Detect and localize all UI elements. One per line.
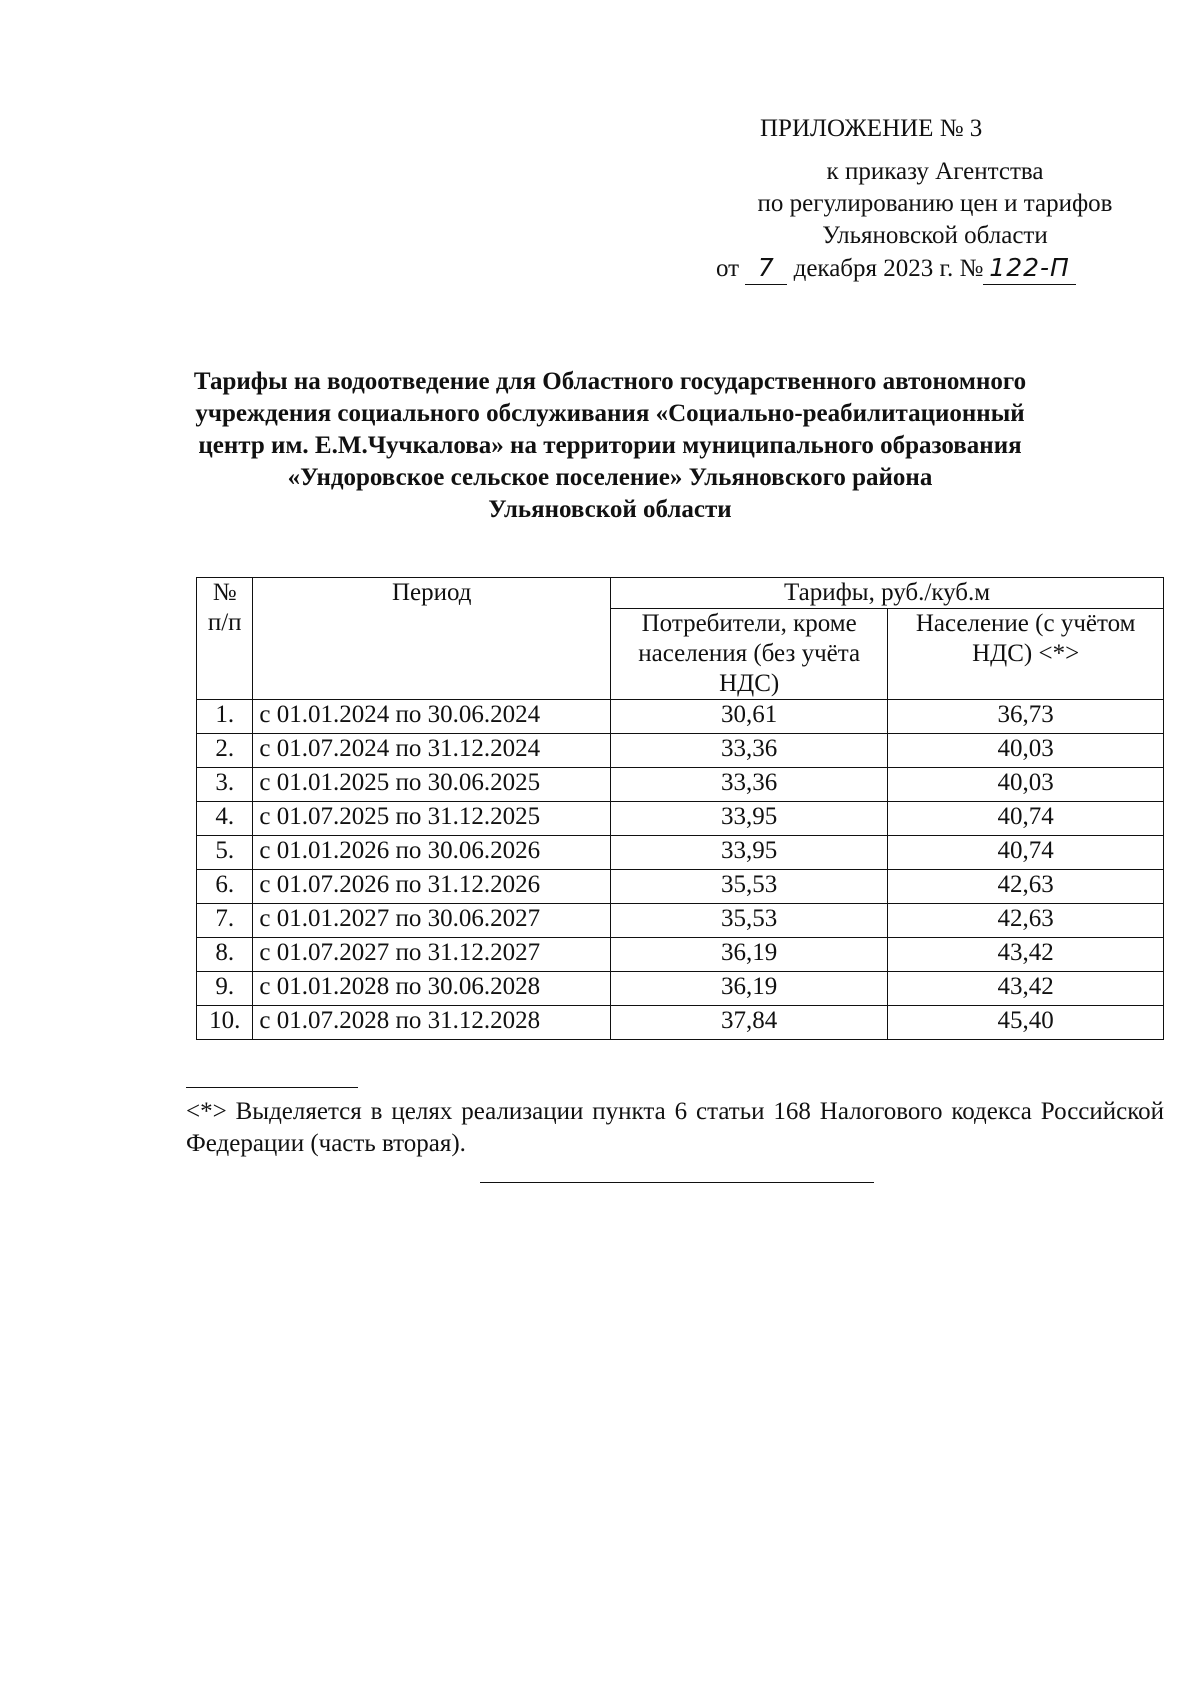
row-consumers-tariff: 30,61 xyxy=(611,700,888,734)
header-population: Население (с учётом НДС) <*> xyxy=(888,609,1164,700)
row-number: 10. xyxy=(197,1006,253,1040)
footnote-separator xyxy=(186,1087,358,1088)
row-period: с 01.01.2028 по 30.06.2028 xyxy=(253,972,611,1006)
header-consumers: Потребители, кроме населения (без учёта НДС) xyxy=(611,609,888,700)
row-period: с 01.01.2024 по 30.06.2024 xyxy=(253,700,611,734)
document-title xyxy=(150,366,1070,526)
handwritten-order-number: 122-П xyxy=(983,252,1076,285)
header-tariffs: Тарифы, руб./куб.м xyxy=(611,578,1164,609)
row-consumers-tariff: 36,19 xyxy=(611,972,888,1006)
row-period: с 01.01.2026 по 30.06.2026 xyxy=(253,836,611,870)
tariffs-table xyxy=(196,577,1164,1040)
date-prefix: от xyxy=(716,255,740,282)
row-population-tariff: 40,03 xyxy=(888,734,1164,768)
row-population-tariff: 42,63 xyxy=(888,870,1164,904)
row-number: 5. xyxy=(197,836,253,870)
table-row xyxy=(197,904,1164,938)
row-population-tariff: 43,42 xyxy=(888,972,1164,1006)
row-consumers-tariff: 37,84 xyxy=(611,1006,888,1040)
header-num: № п/п xyxy=(197,578,253,700)
row-consumers-tariff: 33,36 xyxy=(611,734,888,768)
row-population-tariff: 40,03 xyxy=(888,768,1164,802)
title-line: центр им. Е.М.Чучкалова» на территории муниципального образования xyxy=(198,432,1022,459)
table-row xyxy=(197,870,1164,904)
appendix-line: к приказу Агентства xyxy=(826,158,1044,185)
row-period: с 01.07.2024 по 31.12.2024 xyxy=(253,734,611,768)
row-population-tariff: 43,42 xyxy=(888,938,1164,972)
table-row xyxy=(197,734,1164,768)
row-period: с 01.01.2027 по 30.06.2027 xyxy=(253,904,611,938)
row-population-tariff: 45,40 xyxy=(888,1006,1164,1040)
row-number: 2. xyxy=(197,734,253,768)
tariffs-table-body xyxy=(197,700,1164,1040)
row-consumers-tariff: 33,95 xyxy=(611,802,888,836)
row-population-tariff: 36,73 xyxy=(888,700,1164,734)
row-population-tariff: 42,63 xyxy=(888,904,1164,938)
end-of-document-rule xyxy=(480,1182,874,1183)
title-line: учреждения социального обслуживания «Социально-реабилитационный xyxy=(195,400,1025,427)
row-period: с 01.07.2028 по 31.12.2028 xyxy=(253,1006,611,1040)
row-consumers-tariff: 35,53 xyxy=(611,904,888,938)
row-number: 1. xyxy=(197,700,253,734)
table-row xyxy=(197,836,1164,870)
title-line: Ульяновской области xyxy=(488,496,732,523)
appendix-reference xyxy=(700,156,1170,252)
title-line: «Ундоровское сельское поселение» Ульяновского района xyxy=(287,464,933,491)
row-consumers-tariff: 36,19 xyxy=(611,938,888,972)
appendix-line: Ульяновской области xyxy=(822,222,1048,249)
row-period: с 01.07.2027 по 31.12.2027 xyxy=(253,938,611,972)
row-number: 9. xyxy=(197,972,253,1006)
row-number: 3. xyxy=(197,768,253,802)
footnote: <*> Выделяется в целях реализации пункта 6 статьи 168 Налогового кодекса Российской Федерации (часть вторая). xyxy=(186,1098,1164,1157)
row-period: с 01.07.2025 по 31.12.2025 xyxy=(253,802,611,836)
row-consumers-tariff: 35,53 xyxy=(611,870,888,904)
header-period: Период xyxy=(253,578,611,700)
handwritten-day: 7 xyxy=(745,252,787,285)
row-number: 4. xyxy=(197,802,253,836)
row-consumers-tariff: 33,95 xyxy=(611,836,888,870)
table-row xyxy=(197,700,1164,734)
row-number: 8. xyxy=(197,938,253,972)
row-population-tariff: 40,74 xyxy=(888,802,1164,836)
row-consumers-tariff: 33,36 xyxy=(611,768,888,802)
table-row xyxy=(197,768,1164,802)
appendix-title: ПРИЛОЖЕНИЕ № 3 xyxy=(760,115,983,142)
row-population-tariff: 40,74 xyxy=(888,836,1164,870)
appendix-line: по регулированию цен и тарифов xyxy=(757,190,1113,217)
order-date-line xyxy=(716,252,1186,285)
date-middle: декабря 2023 г. № xyxy=(793,255,984,282)
table-row xyxy=(197,802,1164,836)
table-row xyxy=(197,972,1164,1006)
row-period: с 01.07.2026 по 31.12.2026 xyxy=(253,870,611,904)
row-period: с 01.01.2025 по 30.06.2025 xyxy=(253,768,611,802)
title-line: Тарифы на водоотведение для Областного государственного автономного xyxy=(193,368,1027,395)
table-row xyxy=(197,1006,1164,1040)
row-number: 6. xyxy=(197,870,253,904)
table-row xyxy=(197,938,1164,972)
row-number: 7. xyxy=(197,904,253,938)
